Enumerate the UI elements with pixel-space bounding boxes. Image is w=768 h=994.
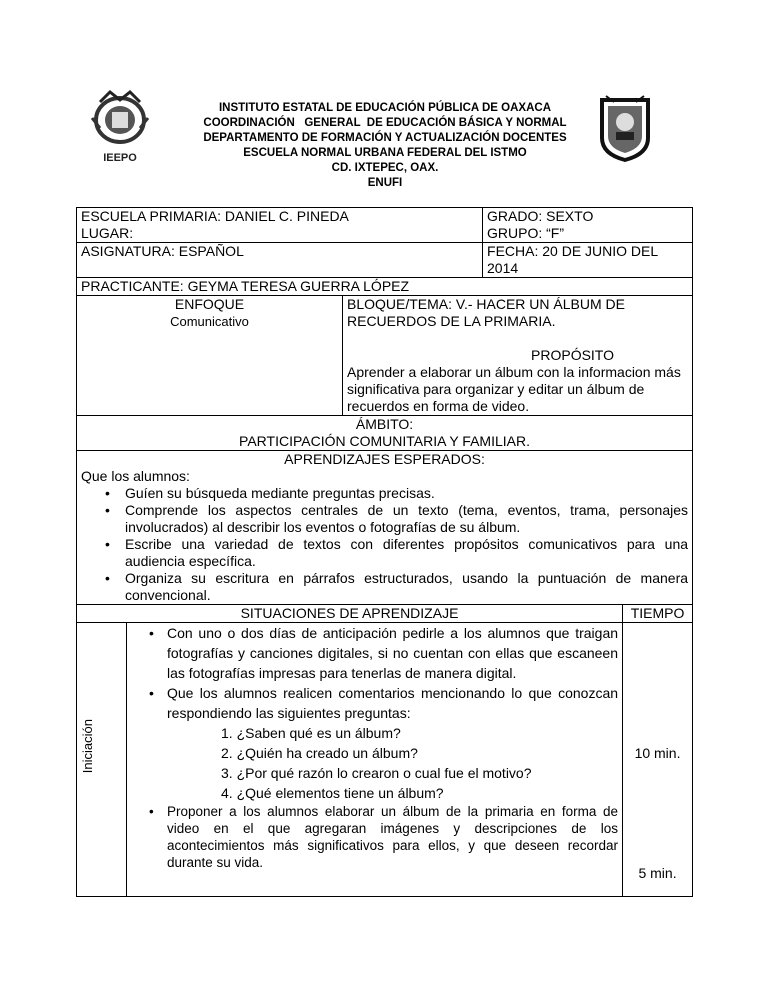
list-item: • Comprende los aspectos centrales de un texto (tema, eventos, trama, personajes involucrados) al describir los eventos o fotografías de su álbum. [125,502,688,536]
list-item: • Guíen su búsqueda mediante preguntas precisas. [125,485,688,502]
header-line-3: DEPARTAMENTO DE FORMACIÓN Y ACTUALIZACIÓN DOCENTES [203,132,567,144]
block-topic-cell [343,296,693,416]
group-value: GRUPO: “F” [487,225,565,241]
institution-header [170,101,600,191]
list-item: • Escribe una variedad de textos con diferentes propósitos comunicativos para una audiencia específica. [125,536,688,570]
student-teacher-value: PRACTICANTE: GEYMA TERESA GUERRA LÓPEZ [81,278,410,294]
approach-value: Comunicativo [170,314,249,329]
svg-text:IEEPO: IEEPO [103,152,137,164]
learning-situations-header [77,605,623,623]
time-value-1: 10 min. [634,745,681,761]
activity-text: Que los alumnos realicen comentarios mencionando lo que conozcan respondiendo las siguientes preguntas: [167,685,619,721]
list-item: • Con uno o dos días de anticipación pedirle a los alumnos que traigan fotografías y canciones digitales, si no cuentan con ellas que escaneen las fotografías impresas para tenerlas de manera digital. [167,623,618,683]
school-cell [77,208,483,243]
header-line-5: CD. IXTEPEC, OAX. [331,162,439,174]
purpose-title: PROPÓSITO [531,347,614,363]
scope-value: PARTICIPACIÓN COMUNITARIA Y FAMILIAR. [239,433,530,449]
question-item: 2. ¿Quién ha creado un álbum? [221,745,418,761]
learning-situations-title: SITUACIONES DE APRENDIZAJE [240,605,459,621]
ieepo-logo [86,88,154,168]
header-line-6: ENUFI [367,177,403,189]
header-line-2: COORDINACIÓN GENERAL DE EDUCACIÓN BÁSICA Y NORMAL [203,117,567,129]
grade-value: GRADO: SEXTO [487,208,594,224]
subject-value: ASIGNATURA: ESPAÑOL [81,243,244,259]
expected-learning-intro: Que los alumnos: [81,468,190,484]
block-topic-value: BLOQUE/TEMA: V.- HACER UN ÁLBUM DE RECUERDOS DE LA PRIMARIA. [347,296,625,329]
grade-cell [483,208,693,243]
list-item: • Organiza su escritura en párrafos estructurados, usando la puntuación de manera convencional. [125,570,688,604]
approach-cell [77,296,343,416]
list-item [167,683,618,803]
phase-label: Iniciación [80,719,95,774]
activities-cell [127,623,623,897]
date-value: FECHA: 20 DE JUNIO DEL 2014 [487,243,658,276]
lesson-plan-table [76,207,693,897]
scope-cell [77,416,693,451]
subject-cell [77,243,483,278]
question-item: 1. ¿Saben qué es un álbum? [221,725,401,741]
approach-title: ENFOQUE [174,296,245,312]
list-item: • Proponer a los alumnos elaborar un álbum de la primaria en forma de video en el que agregaran imágenes y descripciones de los acontecimientos más significativos para ellos, y que deseen recordar durante su vida. [167,803,618,871]
question-item: 4. ¿Qué elementos tiene un álbum? [221,785,444,801]
header-line-1: INSTITUTO ESTATAL DE EDUCACIÓN PÚBLICA DE OAXACA [218,102,552,114]
activities-list [131,623,618,871]
expected-learning-cell [77,451,693,605]
header-line-4: ESCUELA NORMAL URBANA FEDERAL DEL ISTMO [243,147,527,159]
student-teacher-cell [77,278,693,296]
phase-cell [77,623,127,897]
scope-title: ÁMBITO: [355,416,414,432]
time-value-2: 5 min. [638,865,677,881]
school-name: ESCUELA PRIMARIA: DANIEL C. PINEDA [81,208,349,224]
time-title: TIEMPO [630,605,685,621]
place-label: LUGAR: [81,225,134,241]
expected-learning-list [81,485,688,604]
expected-learning-title: APRENDIZAJES ESPERADOS: [284,451,485,467]
purpose-text: Aprender a elaborar un álbum con la informacion más significativa para organizar y editar un álbum de recuerdos en forma de video. [347,364,681,414]
date-cell [483,243,693,278]
time-cell [623,623,693,897]
time-header [623,605,693,623]
enufi-logo [596,92,654,162]
questions-list [167,723,618,803]
question-item: 3. ¿Por qué razón lo crearon o cual fue el motivo? [221,765,532,781]
